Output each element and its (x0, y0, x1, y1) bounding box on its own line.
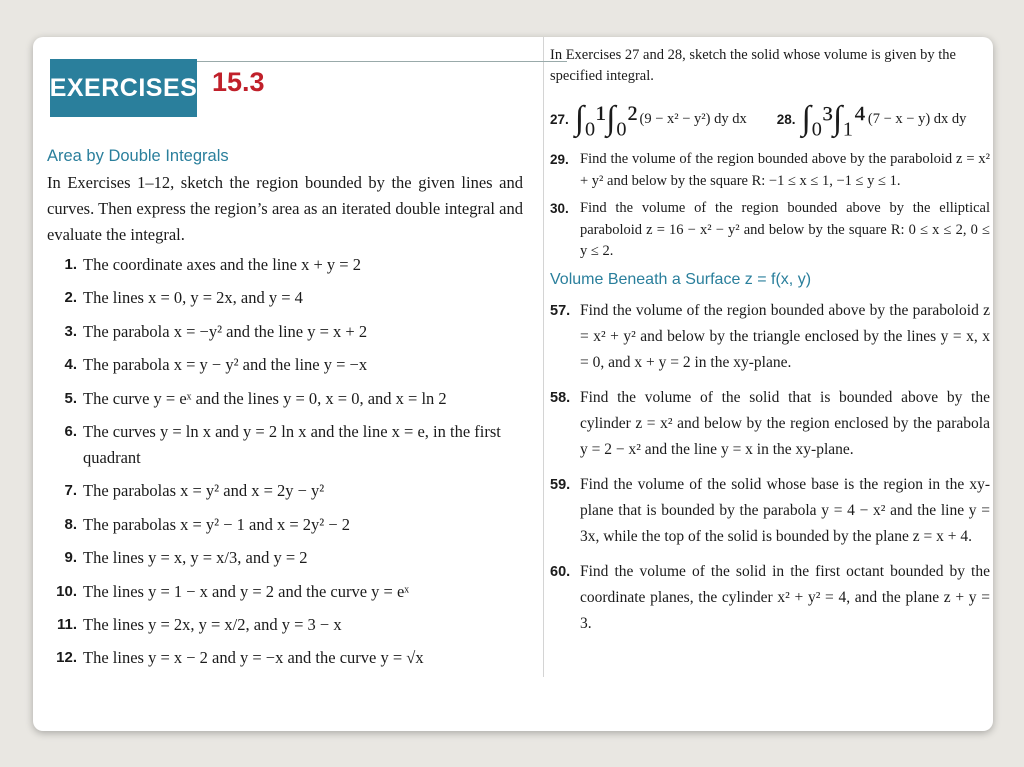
header-rule (197, 61, 567, 62)
exercise-text: The lines y = 2x, y = x/2, and y = 3 − x (83, 614, 342, 634)
exercise-text: The curve y = eˣ and the lines y = 0, x = 0, and x = ln 2 (83, 388, 447, 408)
exercise-number: 1. (64, 256, 77, 273)
integrand: (9 − x² − y²) dy dx (639, 110, 747, 127)
exercise-item (550, 198, 990, 263)
exercise-item (550, 298, 990, 376)
exercise-item (47, 285, 527, 311)
exercise-number: 27. (550, 111, 569, 127)
exercises-label: EXERCISES (50, 59, 197, 117)
exercise-item (47, 645, 527, 671)
exercise-number: 3. (64, 322, 77, 340)
exercise-number: 28. (776, 111, 796, 127)
exercise-item (47, 478, 527, 504)
integrand: (7 − x − y) dx dy (867, 110, 967, 127)
exercises-header (47, 51, 527, 115)
exercise-item (47, 579, 527, 605)
exercise-item (47, 252, 527, 278)
exercise-number: 30. (550, 201, 569, 216)
exercise-text: Find the volume of the region bounded above by the paraboloid z = x² + y² and below by the square R: −1 ≤ x ≤ 1, −1 ≤ y ≤ 1. (580, 151, 990, 189)
slide (33, 37, 993, 731)
exercise-text: The parabolas x = y² and x = 2y − y² (83, 481, 325, 501)
exercise-number: 57. (550, 302, 571, 319)
exercise-item (550, 472, 990, 550)
exercise-item (47, 386, 527, 412)
exercise-item (550, 385, 990, 463)
exercise-item (47, 545, 527, 571)
exercise-text: The coordinate axes and the line x + y = 2 (83, 255, 361, 274)
exercise-item (47, 419, 527, 471)
exercise-text: The curves y = ln x and y = 2 ln x and the line x = e, in the first quadrant (83, 421, 501, 467)
exercise-text: The lines y = 1 − x and y = 2 and the curve y = eˣ (83, 581, 410, 601)
exercise-number: 29. (550, 152, 569, 167)
exercise-number: 6. (64, 422, 77, 440)
exercise-text: The parabola x = −y² and the line y = x + 2 (83, 321, 368, 341)
exercise-text: The parabolas x = y² − 1 and x = 2y² − 2 (83, 514, 351, 534)
left-intro: In Exercises 1–12, sketch the region bounded by the given lines and curves. Then express the region’s area as an iterated double integral and evaluate the integral. (47, 173, 523, 244)
section-number: 15.3 (212, 67, 265, 97)
exercise-text: Find the volume of the solid that is bounded above by the cylinder z = x² and below by the region enclosed by the parabola y = 2 − x² and the line y = x in the xy-plane. (580, 388, 990, 458)
exercise-text: Find the volume of the solid whose base is the region in the xy-plane that is bounded by the parabola y = 4 − x² and the line y = 3x, while the top of the solid is bounded by the plane z = x + 4. (580, 475, 990, 545)
exercise-item (47, 612, 527, 638)
exercise-text: The lines y = x − 2 and y = −x and the curve y = √x (83, 648, 424, 668)
exercise-item (47, 319, 527, 345)
double-integral-symbol: ∫₀¹∫₀² (574, 100, 638, 137)
exercise-number: 10. (56, 582, 77, 600)
exercise-number: 12. (56, 649, 77, 667)
section-title-volume: Volume Beneath a Surface z = f(x, y) (550, 270, 812, 288)
double-integral-symbol: ∫₀³∫₁⁴ (801, 100, 866, 137)
exercise-number: 7. (64, 482, 77, 500)
exercise-number: 8. (64, 515, 77, 533)
exercise-text: Find the volume of the solid in the first octant bounded by the coordinate planes, the cylinder x² + y² = 4, and the plane z + y = 3. (580, 562, 990, 632)
exercise-number: 2. (64, 289, 77, 307)
exercise-number: 4. (64, 356, 77, 374)
left-exercise-list (47, 252, 527, 671)
exercise-item (47, 512, 527, 538)
right-column (550, 47, 990, 637)
left-column (47, 51, 527, 679)
section-title-area: Area by Double Integrals (47, 147, 229, 165)
integral-row (550, 95, 990, 143)
exercise-number: 11. (56, 615, 77, 633)
right-intro: In Exercises 27 and 28, sketch the solid whose volume is given by the specified integral. (550, 47, 956, 84)
exercise-text: Find the volume of the region bounded above by the paraboloid z = x² + y² and below by the triangle enclosed by the lines y = x, x = 0, and x + y = 2 in the xy-plane. (580, 301, 990, 371)
exercise-number: 9. (64, 549, 77, 567)
exercise-item (47, 352, 527, 378)
exercise-number: 5. (64, 389, 77, 407)
exercise-number: 59. (550, 476, 571, 493)
exercise-item (550, 149, 990, 192)
exercise-number: 60. (550, 563, 571, 580)
exercise-text: Find the volume of the region bounded above by the elliptical paraboloid z = 16 − x² − y² and below by the square R: 0 ≤ x ≤ 2, 0 ≤ y ≤ 2. (580, 200, 990, 259)
exercise-text: The parabola x = y − y² and the line y = −x (83, 355, 368, 375)
exercise-number: 58. (550, 389, 571, 406)
exercise-text: The lines x = 0, y = 2x, and y = 4 (83, 288, 303, 308)
exercise-item (550, 559, 990, 637)
exercise-text: The lines y = x, y = x/3, and y = 2 (83, 548, 308, 568)
column-divider (543, 37, 544, 677)
